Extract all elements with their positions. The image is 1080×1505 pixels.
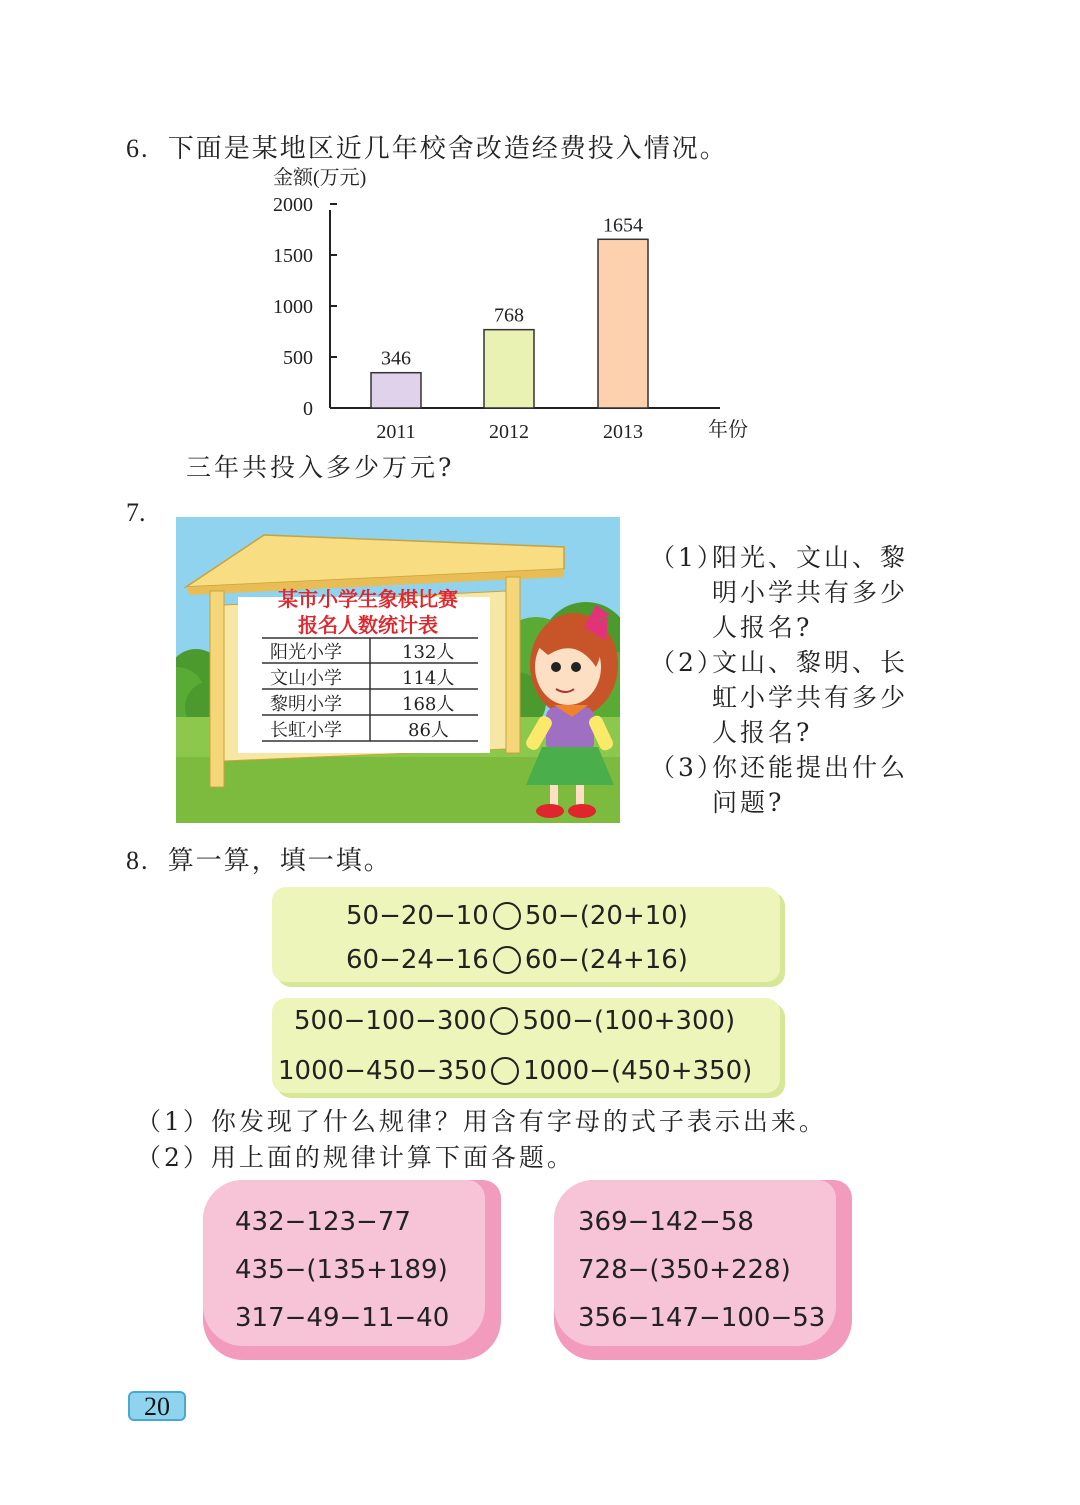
x-tick-label: 2012 [489,421,529,443]
board-row-count: 168人 [402,694,455,715]
expr-left: 1000−450−350 [278,1056,487,1086]
y-tick-label: 0 [303,398,313,420]
y-tick-label: 1500 [273,245,313,267]
subquestion-3-num: （3） [650,753,725,782]
board-row-school: 黎明小学 [270,694,342,715]
board-row-school: 长虹小学 [270,720,342,741]
comparison-row [346,901,688,931]
practice-expression: 728−(350+228) [578,1255,791,1285]
y-axis-label: 金额(万元) [273,167,367,189]
practice-expression: 356−147−100−53 [578,1303,826,1333]
practice-box-right [554,1180,852,1360]
board-row-school: 阳光小学 [270,642,342,663]
question-6-question: 三年共投入多少万元? [186,453,455,482]
chess-signup-illustration [176,517,620,823]
expr-right: 500−(100+300) [522,1006,736,1036]
practice-expression: 432−123−77 [235,1207,411,1237]
answer-circle[interactable] [493,902,521,930]
expr-right: 50−(20+10) [524,901,688,931]
answer-circle[interactable] [490,1007,518,1035]
subquestion-3-line: 你还能提出什么 [712,753,909,782]
bar-chart [240,160,780,450]
comparison-box-2 [272,998,780,1093]
practice-expression: 435−(135+189) [235,1255,448,1285]
expr-left: 60−24−16 [346,945,489,975]
subquestion-1-line: 阳光、文山、黎 [712,543,909,572]
board-row-count: 114人 [402,668,455,689]
bar-value-label: 1654 [603,214,643,237]
question-8-sub2: （2）用上面的规律计算下面各题。 [136,1143,575,1172]
page-number: 20 [128,1391,186,1421]
subquestion-1-line: 明小学共有多少 [712,578,909,607]
subquestion-3-line: 问题? [712,788,785,817]
answer-circle[interactable] [493,946,521,974]
expr-left: 500−100−300 [294,1006,487,1036]
comparison-row [278,1056,752,1086]
subquestion-2-line: 人报名? [712,718,813,747]
board-title-line1: 某市小学生象棋比赛 [278,587,458,611]
board-row-school: 文山小学 [270,668,342,689]
expr-left: 50−20−10 [346,901,489,931]
board-row-count: 86人 [408,720,449,741]
question-8-sub1: （1）你发现了什么规律？用含有字母的式子表示出来。 [136,1107,827,1136]
board-title-line2: 报名人数统计表 [298,613,438,637]
x-axis-label: 年份 [708,419,748,441]
question-8-number: 8. [126,846,150,875]
board-row-count: 132人 [402,642,455,663]
question-6-number: 6. [126,134,150,163]
subquestion-2-line: 虹小学共有多少 [712,683,909,712]
x-tick-label: 2013 [603,421,643,443]
expr-right: 60−(24+16) [524,945,688,975]
bar-value-label: 346 [381,347,411,370]
expr-right: 1000−(450+350) [523,1056,753,1086]
practice-box-left [203,1180,501,1360]
y-tick-label: 2000 [273,194,313,216]
comparison-row [346,945,688,975]
y-tick-label: 1000 [273,296,313,318]
comparison-row [294,1006,735,1036]
bar-value-label: 768 [494,304,524,327]
subquestion-2-num: （2） [650,648,725,677]
bar [371,373,421,408]
question-6-text: 下面是某地区近几年校舍改造经费投入情况。 [167,134,728,164]
subquestion-1-num: （1） [650,543,725,572]
y-tick-label: 500 [283,347,313,369]
question-8-text: 算一算，填一填。 [167,846,392,876]
comparison-box-1 [272,887,780,982]
answer-circle[interactable] [491,1057,519,1085]
bar [484,330,534,408]
question-7-number: 7. [126,498,146,527]
question-8-title [126,840,392,877]
subquestion-1-line: 人报名? [712,613,813,642]
practice-expression: 317−49−11−40 [235,1303,450,1333]
practice-expression: 369−142−58 [578,1207,754,1237]
subquestion-2-line: 文山、黎明、长 [712,648,909,677]
x-tick-label: 2011 [376,421,416,443]
bar [598,239,648,408]
